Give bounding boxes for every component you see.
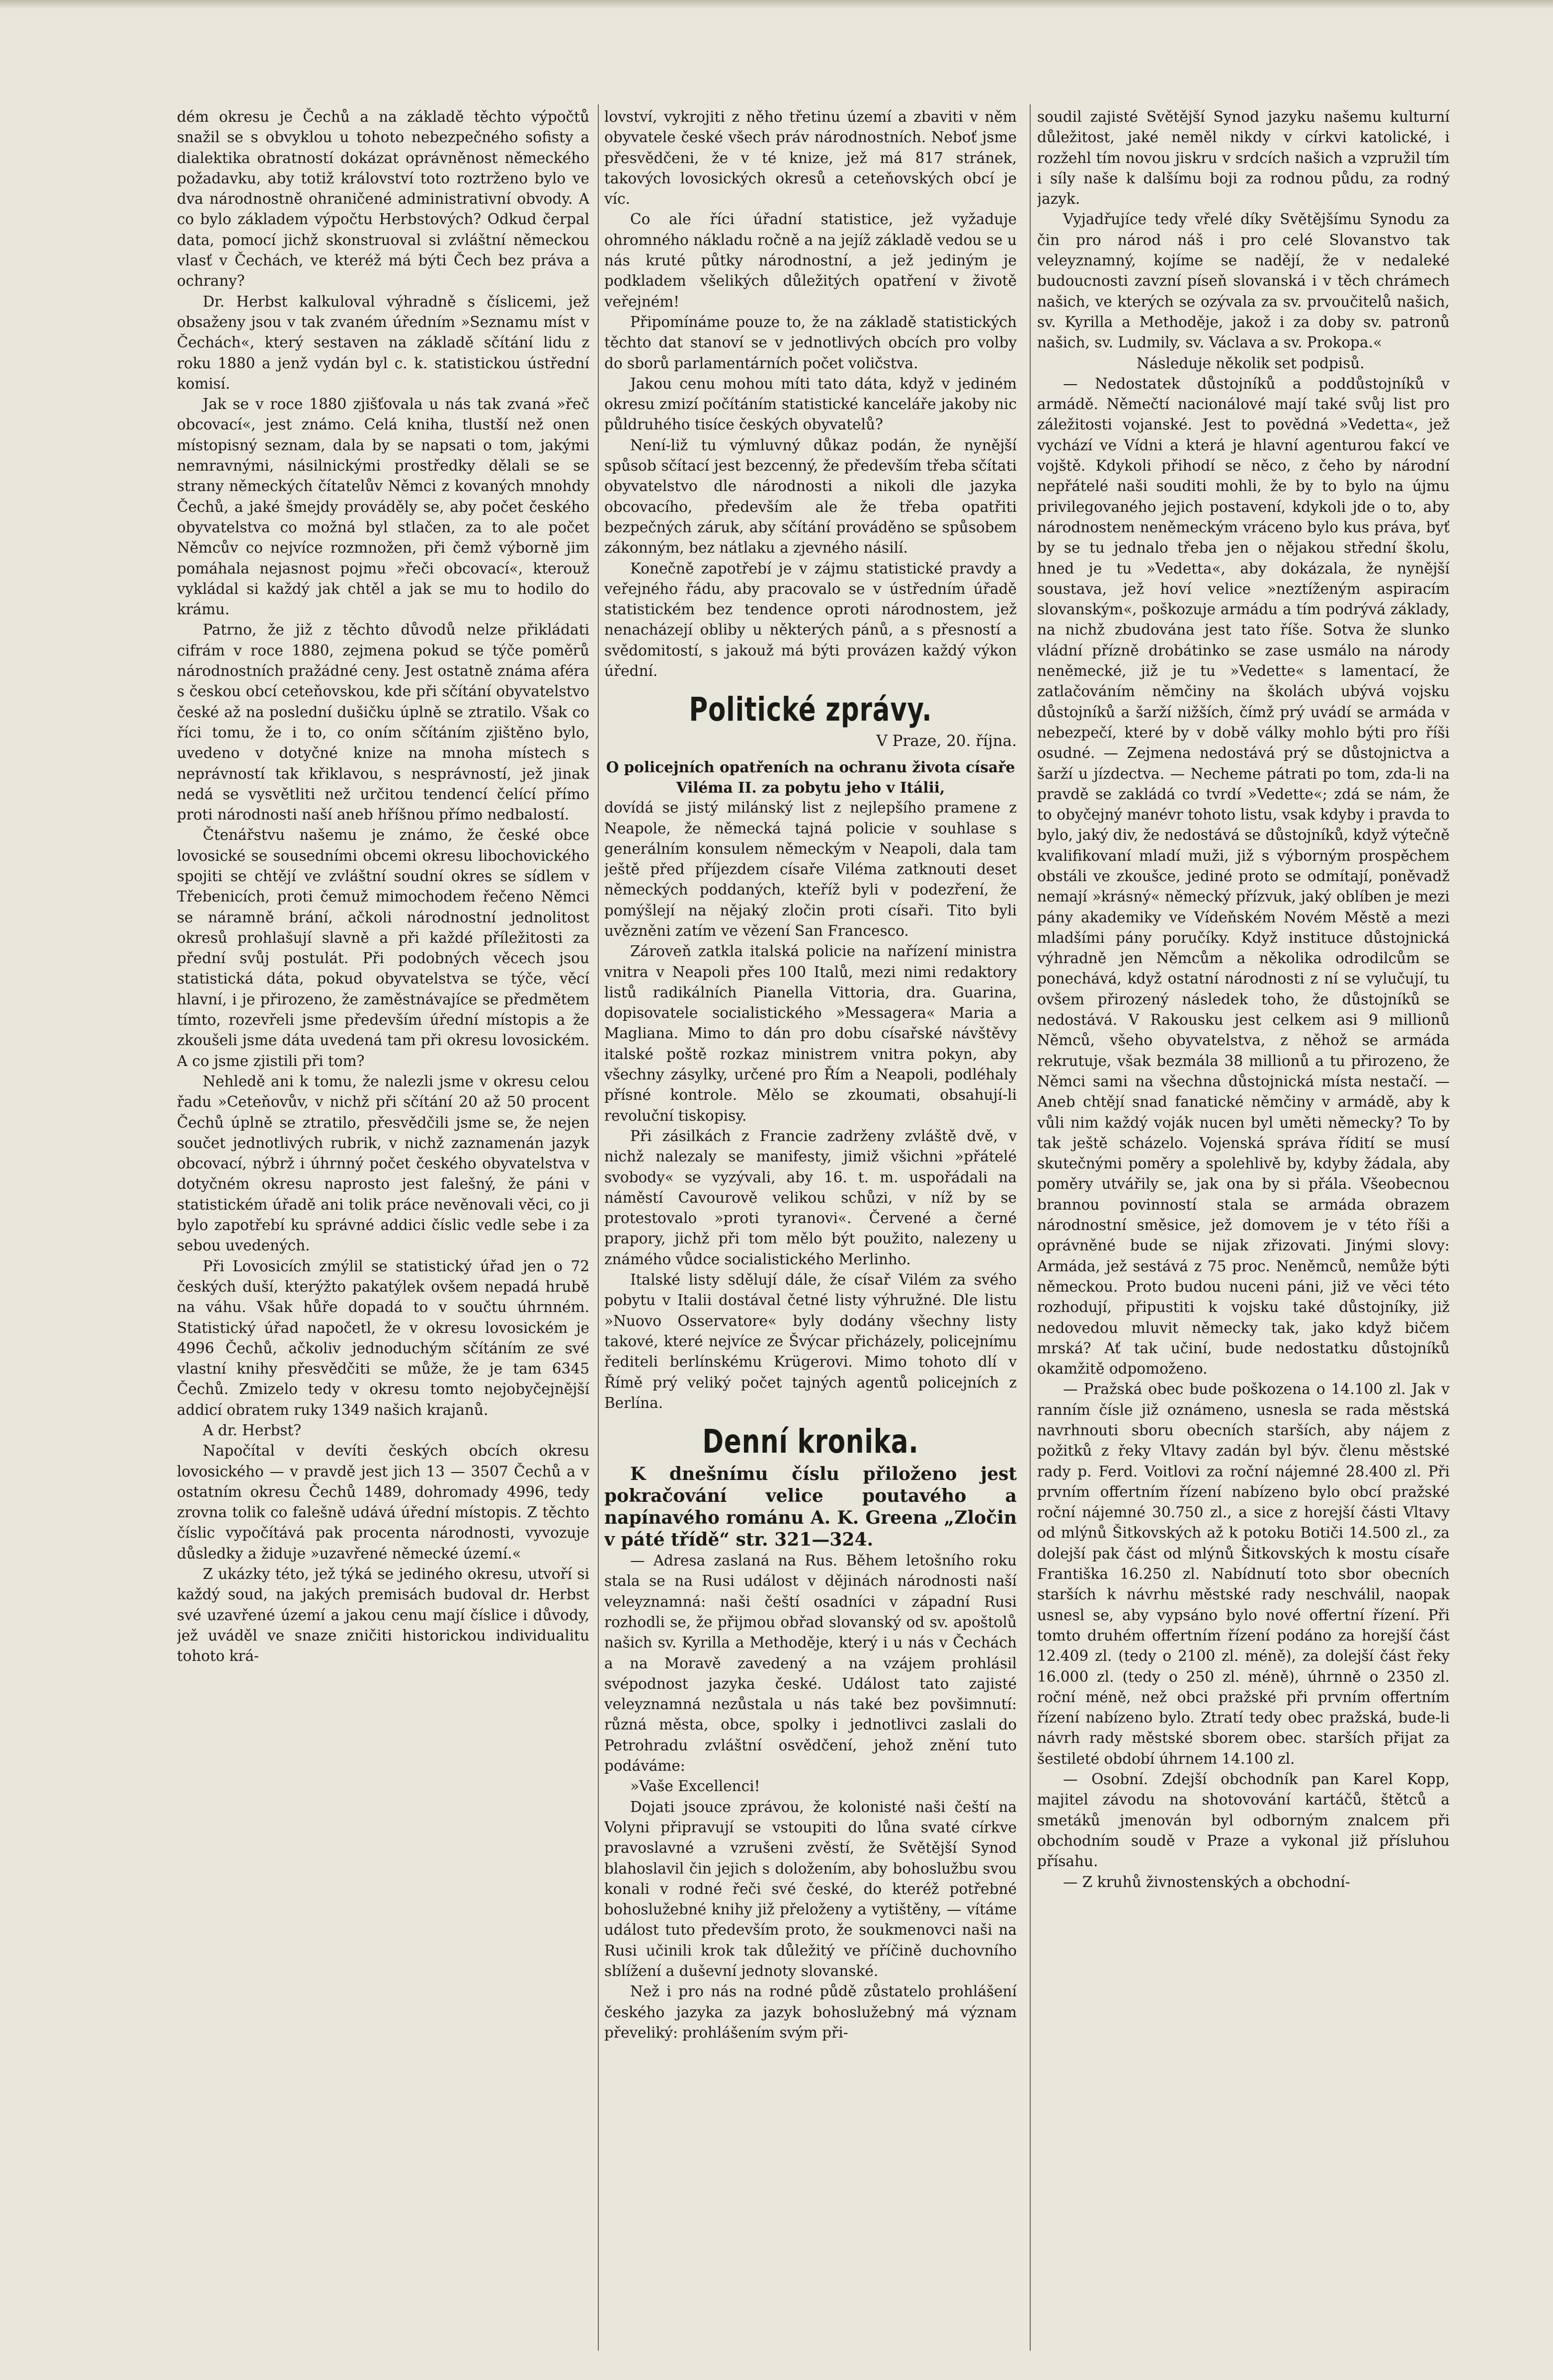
article-paragraph: Zároveň zatkla italská policie na nařízení ministra vnitra v Neapoli přes 100 Italů, mezi nimi redaktory listů radikálních Pianella Vittoria, dra. Guarina, dopisovatele socialistického »Messagera« Maria a Magliana. Mimo to dán pro dobu císařské návštěvy italské poště rozkaz ministrem vnitra pokyn, aby všechny zásylky, určené pro Řím a Neapoli, podléhaly přísné kontrole. Mělo se zkoumati, obsahují-li revoluční tiskopisy. <box>604 943 1017 1124</box>
article-paragraph: Připomínáme pouze to, že na základě statistických těchto dat stanoví se v jednotlivých obcích pro volby do sborů parlamentárních počet voličstva. <box>604 313 1017 372</box>
article-paragraph: Z ukázky této, jež týká se jediného okresu, utvoří si každý soud, na jakých premisách budoval dr. Herbst své uzavřené území a jakou cenu mají číslice i důvody, jež uváděl ve snaze zničiti historickou individualitu tohoto krá- <box>177 1565 589 1665</box>
column-middle <box>604 107 1017 2363</box>
article-paragraph: Dojati jsouce zprávou, že kolonisté naši čeští na Volyni připravují se vstoupiti do lůna svaté církve pravoslavné a vzrušeni zvěstí, že Světější Synod blahoslavil čin jejich s doložením, aby bohoslužbu svou konali v rodné řeči své české, do kteréž potřebné bohoslužebné knihy již přeloženy a vytištěny, — vítáme událost tuto především proto, že soukmenovci naši na Rusi učinili krok tak důležitý ve příčině duchovního sblížení a duševní jednoty slovanské. <box>604 1798 1017 1980</box>
article-paragraph: — Adresa zaslaná na Rus. Během letošního roku stala se na Rusi událost v dějinách národnosti naší veleyznamná: naši čeští osadníci v západní Rusi rozhodli se, že přijmou obřad slovanský od sv. apoštolů našich sv. Kyrilla a Methoděje, který i u nás v Čechách a na Moravě zavedený a na vzájem prohlásil svépodnost jazyka české. Událost tato zajisté veleyznamná nezůstala u nás také bez povšimnutí: různá města, obce, spolky i jednotlivci zaslali do Petrohradu zvláštní osvědčení, jehož znění tuto podáváme: <box>604 1552 1017 1775</box>
article-paragraph: Jak se v roce 1880 zjišťovala u nás tak zvaná »řeč obcovací«, jest známo. Celá kniha, tlustší než onen místopisný seznam, dala by se napsati o tom, jakými nemravnými, násilnickými prostředky dělali se se strany německých čítatelův Němci z kovaných mnohdy Čechů, a jaké šmejdy prováděly se, aby počet českého obyvatelstva co možná byl stlačen, za to ale počet Němcův co nejvíce rozmnožen, při čemž výborně jim pomáhala nejasnost pojmu »řeči obcovací«, kterouž vykládal si každý jak chtěl a jak se mu to hodilo do krámu. <box>177 396 589 618</box>
dateline: V Praze, 20. října. <box>876 732 1017 750</box>
article-paragraph: »Vaše Excellenci! <box>630 1778 760 1795</box>
column-right <box>1037 107 1450 2363</box>
article-paragraph: Napočítal v devíti českých obcích okresu lovosického — v pravdě jest jich 13 — 3507 Čechů a v ostatním okresu Čechů 1489, dohromady 4996, tedy zrovna tolik co falešně udává úřední místopis. Z těchto číslic vypočítává pak procenta národnosti, vyvozuje důsledky a židuje »uzavřené německé území.« <box>177 1442 589 1562</box>
article-paragraph: Jakou cenu mohou míti tato dáta, když v jediném okresu zmizí počítáním statistické kanceláře jakoby nic půldruhého tisíce českých obyvatelů? <box>604 375 1017 433</box>
article-paragraph: dovídá se jistý milánský list z nejlepšího pramene z Neapole, že německá tajná policie v souhlase s generálním konsulem německým v Neapoli, dala tam ještě před příjezdem císaře Viléma zatknouti deset německých poddaných, kteříž byli v podezření, že pomýšlejí na nějaký zločin proti císaři. Tito byli uvězněni zatím ve vězení San Francesco. <box>604 799 1017 939</box>
column-rule <box>1030 104 1031 2351</box>
article-paragraph: Při zásilkách z Francie zadrženy zvláště dvě, v nichž nalezaly se manifesty, jimiž všichni »přátelé svobody« se vyzývali, aby 16. t. m. uspořádali na náměstí Cavourově velikou schůzi, v níž by se protestovalo »proti tyranovi«. Červené a černé prapory, jichž při tom mělo být použito, nalezeny u známého vůdce socialistického Merlinho. <box>604 1127 1017 1268</box>
article-paragraph: Konečně zapotřebí je v zájmu statistické pravdy a veřejného řádu, aby pracovalo se v ústředním úřadě statistickém bez tendence oproti národnostem, jež nenacházejí obliby u některých pánů, a s přesností a svědomitostí, s jakouž má býti provázen každý výkon úřední. <box>604 560 1017 680</box>
article-paragraph: Při Lovosicích zmýlil se statistický úřad jen o 72 českých duší, kterýžto pakatýlek ovšem nepadá hrubě na váhu. Však hůře dopadá to v součtu úhrnném. Statistický úřad napočetl, že v okresu lovosickém je 4996 Čechů, ačkoliv jednoduchým sčítáním ze své vlastní knihy přesvědčiti se může, že je tam 6345 Čechů. Zmizelo tedy v okresu tomto nejobyčejnější addicí obratem ruky 1349 našich krajanů. <box>177 1257 589 1418</box>
lead-paragraph: K dnešnímu číslu přiloženo jest pokračování velice poutavého a napínavého románu A. K. Greena „Zločin v páté třídě“ str. 321—324. <box>604 1464 1017 1551</box>
article-paragraph: Následuje několik set podpisů. <box>1137 354 1365 372</box>
column-rule <box>598 104 599 2351</box>
article-paragraph: — Pražská obec bude poškozena o 14.100 zl. Jak v ranním čísle již oznámeno, usnesla se rada městská navrhnouti sboru obecních starších, aby nájem z požitků z řeky Vltavy zadán byl býv. členu městské rady p. Ferd. Voitlovi za roční nájemné 28.400 zl. Při prvním offertním řízení nabízeno bylo obcí pražské roční nájemné 30.750 zl., a sice z horejší části Vltavy od mlýnů Šitkovských až k potoku Botiči 14.500 zl., za dolejší pak část od mlýnů Šitkovských k mostu císaře Františka 16.250 zl. Nabídnutí toto sbor obecních starších k návrhu městské rady neschválil, naopak usnesl se, aby vypsáno bylo nové offertní řízení. Při tomto druhém offertním řízení podáno za horejší část 12.409 zl. (tedy o 2100 zl. méně), za dolejší část řeky 16.000 zl. (tedy o 250 zl. méně), úhrnně o 2350 zl. roční méně, než obci pražské při prvním offertním řízení nabízeno bylo. Ztratí tedy obec pražská, bude-li návrh rady městské sborem obec. starších přijat za šestileté období úhrnem 14.100 zl. <box>1037 1381 1450 1767</box>
article-paragraph: Čtenářstvu našemu je známo, že české obce lovosické se sousedními obcemi okresu libochovického spojiti se chtějí ve zvláštní soudní okres se sídlem v Třebenicích, proti čemuž mimochodem řečeno Němci se náramně brání, ačkoli národnostní jednolitost okresů prohlašují slavně a při každé příležitosti za přední svůj postulát. Při podobných věcech jsou statistická dáta, pokud obyvatelstva se týče, věcí hlavní, i je přirozeno, že zaměstnávajíce se předmětem tímto, rozevřeli jsme především úřední místopis a že zkoušeli jsme dáta uvedená tam při okresu lovosickém. A co jsme zjistili při tom? <box>177 826 589 1069</box>
article-paragraph: dém okresu je Čechů a na základě těchto výpočtů snažil se s obvyklou u tohoto nebezpečného sofisty a dialektika obratností dokázat oprávněnost německého požadavku, aby totiž království toto roztrženo bylo ve dva národnostně ohraničené administrativní obvody. A co bylo základem výpočtu Herbstových? Odkud čerpal data, pomocí jichž skonstruoval si zvláštní německou vlasť v Čechách, ve kteréž má býti Čech bez práva a ochrany? <box>177 108 589 290</box>
article-paragraph: Co ale říci úřadní statistice, jež vyžaduje ohromného nákladu ročně a na jejíž základě vedou se u nás kruté půtky národnostní, a jež jediným je podkladem všelikých důležitých opatření v životě veřejném! <box>604 211 1017 310</box>
section-heading: Politické zprávy. <box>689 690 932 729</box>
article-paragraph: Dr. Herbst kalkuloval výhradně s číslicemi, jež obsaženy jsou v tak zvaném úředním »Seznamu míst v Čechách«, který sestaven na základě sčítání lidu z roku 1880 a jenž vydán byl c. k. statistickou ústřední komisí. <box>177 293 589 392</box>
article-paragraph: lovství, vykrojiti z něho třetinu území a zbaviti v něm obyvatele české všech práv národnostních. Neboť jsme přesvědčeni, že v té knize, jež má 817 stránek, takových lovosických okresů a ceteňovských obcí je víc. <box>604 108 1017 208</box>
article-paragraph: — Nedostatek důstojníků a poddůstojníků v armádě. Němečtí nacionálové mají také svůj list pro záležitosti vojanské. Jest to povědná »Vedetta«, jež vychází ve Vídni a která je hlavní agenturou fakcí ve vojště. Kdykoli přihodí se něco, z čeho by národní nepřátelé naši souditi mohli, že by to bylo na újmu privilegovaného jejich postavení, kdykoli jde o to, aby národnostem neněmeckým vráceno bylo kus práva, byť by se tu jednalo třeba jen o nějakou střední školu, hned je tu »Vedetta«, aby dokázala, že nynější soustava, jež hoví velice »neztíženým aspiracím slovanským«, poškozuje armádu a tím podrývá základy, na nichž zbudována jest tato říše. Sotva že slunko vládní přízně drobátinko se zase usmálo na národy neněmecké, již je tu »Vedette« s lamentací, že zatlačováním němčiny na školách ubývá vojsku důstojníků a šarží nižších, čímž prý uvádí se armáda v nebezpečí, které by v době války mohlo býti pro říši osudné. — Zejmena nedostává prý se důstojnictva a šarží u jízdectva. — Necheme pátrati po tom, zda-li na pravdě se zakládá co tvrdí »Vedette«; zdá se nám, že to obyčejný manévr tohoto listu, vsak kdyby i pravda to bylo, jaký div, že nedostává se důstojníků, když výtečně kvalifikovaní mladí muži, již s výborným prospěchem obstáli ve zkoušce, jediné proto se odmítají, poněvadž nemají »krásný« německý přízvuk, jaký oblíben je mezi pány akademiky ve Vídeňském Novém Městě a mezi mladšími pány poručíky. Když instituce důstojnická výhradně jen Němcům a několika odrodilcům se ponechává, když ostatní národnosti z ní se vylučují, tu ovšem přirozený následek toho, že důstojníků se nedostává. V Rakousku jest celkem asi 9 millionů Němců, všeho obyvatelstva, z něhož se armáda rekrutuje, však bezmála 38 millionů a tu přirozeno, že Němci sami na všechna důstojnická místa nestačí. — Aneb chtějí snad fanatické němčiny v armádě, aby k vůli nim každý voják nucen byl uměti německy? To by tak ještě scházelo. Vojenská správa řídití se musí skutečnými poměry a spolehlivě by, kdyby žádala, aby poměry utvářily se, jak ona by si přála. Všeobecnou brannou povinností stala se armáda obrazem národnostní směsice, jež domovem je v této říši a oprávněné bude se nijak zřizovati. Jinými slovy: Armáda, jež sestává z 75 proc. Neněmců, nemůže býti německou. Proto budou nuceni páni, již ve věci této rozhodují, připustiti k vojsku také důstojníky, již nedovedou mluvit německy tak, jako když bičem mrská? Ať tak učiní, bude nedostatku důstojníků okamžitě odpomoženo. <box>1037 375 1450 1378</box>
article-paragraph: Není-liž tu výmluvný důkaz podán, že nynější spůsob sčítací jest bezcenný, že především třeba sčítati obyvatelstvo dle národnosti a nikoli dle jazyka obcovacího, především ale že třeba opatřiti bezpečných záruk, aby sčítání prováděno se spůsobem zákonným, bez nátlaku a zjevného násilí. <box>604 436 1017 557</box>
column-left <box>177 107 589 2363</box>
article-paragraph: Patrno, že již z těchto důvodů nelze přikládati cifrám v roce 1880, zejmena pokud se týče poměrů národnostních pražádné ceny. Jest ostatně známa aféra s českou obcí ceteňovskou, kde při sčítání obyvatelstvo české až na poslední dušičku úplně se ztratilo. Však co říci tomu, že i to, co oním sčítáním zjištěno bylo, uvedeno v dotyčné knize na mnoha místech s neprávností tak křiklavou, s nesprávností, jež jinak nedá se vysvětliti než určitou tendencí čelící přímo proti národnosti naší aneb hříšnou přímo nedbalostí. <box>177 621 589 823</box>
article-paragraph: Italské listy sdělují dále, že císař Vilém za svého pobytu v Italii dostával četné listy výhružné. Dle listu »Nuovo Osservatore« byly dodány všechny listy takové, které nejvíce ze Švýcar přicházely, policejnímu řediteli berlínskému Krügerovi. Mimo tohoto dlí v Římě prý veliký počet tajných agentů policejních z Berlína. <box>604 1271 1017 1411</box>
article-paragraph: — Osobní. Zdejší obchodník pan Karel Kopp, majitel závodu na shotovování kartáčů, štětců a smetáků jmenován byl odborným znalcem při obchodním soudě v Praze a vykonal již přísluhou přísahu. <box>1037 1771 1450 1870</box>
article-paragraph: Nehledě ani k tomu, že nalezli jsme v okresu celou řadu »Ceteňovův, v nichž při sčítání 20 až 50 procent Čechů úplně se ztratilo, přesvědčili jsme se, že nejen součet jednotlivých rubrik, v nichž zaznamenán jazyk obcovací, nýbrž i úhrnný počet českého obyvatelstva v dotyčném okresu naprosto jest falešný, že páni v statistickém úřadě ani tolik práce nevěnovali věci, co ji bylo zapotřebí ku správné addici číslic vedle sebe i za sebou uvedených. <box>177 1072 589 1254</box>
article-paragraph: A dr. Herbst? <box>203 1422 302 1439</box>
article-paragraph: Vyjadřujíce tedy vřelé díky Světějšímu Synodu za čin pro národ náš i pro celé Slovanstvo tak veleyznamný, kojíme se nadějí, že v nedaleké budoucnosti zavzní píseň slovanská i v těch chrámech našich, ve kterých se ozývala za sv. prvoučitelů našich, sv. Kyrilla a Methoděje, jakož i za doby sv. patronů našich, sv. Ludmily, sv. Václava a sv. Prokopa.« <box>1037 211 1450 351</box>
article-subheading: O policejních opatřeních na ochranu života císaře Viléma II. za pobytu jeho v Itálii, <box>606 758 1015 796</box>
article-paragraph: — Z kruhů živnostenských a obchodní- <box>1063 1873 1350 1890</box>
article-paragraph: Než i pro nás na rodné půdě zůstatelo prohlášení českého jazyka za jazyk bohoslužebný má význam převeliký: prohlášením svým při- <box>604 1983 1017 2041</box>
section-heading: Denní kronika. <box>702 1422 919 1461</box>
article-paragraph: soudil zajisté Světější Synod jazyku našemu kulturní důležitost, jaké neměl nikdy v církvi katolické, i rozžehl tím novou jiskru v srdcích našich a vzpružil tím i síly naše k dalšímu boji za rodnou půdu, za rodný jazyk. <box>1037 108 1450 208</box>
